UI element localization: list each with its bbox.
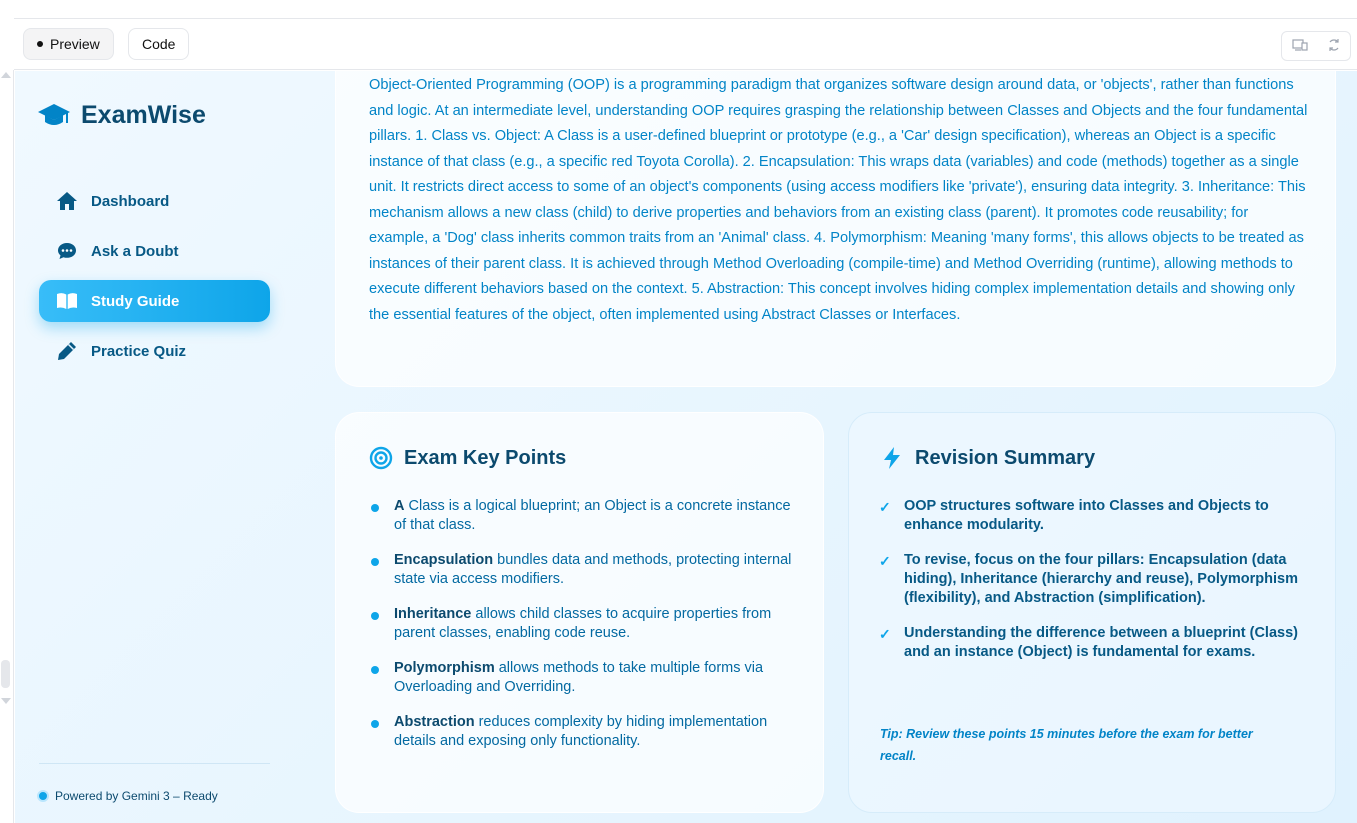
summary-text: To revise, focus on the four pillars: Encapsulation (data hiding), Inheritance (hierarchy and reuse), Polymorphism (flexibility), and Abstraction (simplification). [904, 552, 1298, 606]
brand [37, 101, 206, 130]
list-item [879, 551, 1299, 608]
home-icon [56, 191, 78, 211]
key-term: A [394, 498, 405, 514]
bullet-icon [371, 666, 379, 674]
book-open-icon [56, 291, 78, 311]
sidebar-divider [39, 763, 270, 764]
summary-text: Understanding the difference between a blueprint (Class) and an instance (Object) is fundamental for exams. [904, 625, 1298, 660]
scrollbar-thumb[interactable] [1, 660, 10, 688]
toolbar-icon-group [1281, 31, 1351, 61]
revision-tip: Tip: Review these points 15 minutes before the exam for better recall. [880, 727, 1253, 763]
preview-toolbar [14, 18, 1357, 70]
preview-tab-button[interactable] [23, 28, 114, 60]
bullet-icon [371, 720, 379, 728]
key-term: Abstraction [394, 714, 475, 730]
nav-item-study-guide[interactable] [39, 280, 270, 322]
bullet-icon [371, 612, 379, 620]
checkmark-icon: ✓ [879, 626, 891, 642]
active-dot-icon [37, 41, 43, 47]
key-term: Encapsulation [394, 552, 494, 568]
topic-overview-text: Object-Oriented Programming (OOP) is a programming paradigm that organizes software design around data, or 'objects', rather than functions and logic. At an intermediate level, understanding OOP requires grasping the relationship between Classes and Objects and the four fundamental pillars. 1. Class vs. Object: A Class is a user-defined blueprint or prototype (e.g., a 'Car' design specification), whereas an Object is a specific instance of that class (e.g., a specific red Toyota Corolla). 2. Encapsulation: This wraps data (variables) and code (methods) together as a single unit. It restricts direct access to some of an object's components (using access modifiers like 'private'), ensuring data integrity. 3. Inheritance: This mechanism allows a new class (child) to derive properties and behaviors from an existing class (parent). It promotes code reusability; for example, a 'Dog' class inherits common traits from an 'Animal' class. 4. Polymorphism: Meaning 'many forms', this allows objects to be treated as instances of their parent class. It is achieved through Method Overloading (compile-time) and Method Overriding (runtime), allowing methods to execute different behaviors based on the context. 5. Abstraction: This concept involves hiding complex implementation details and showing only the essential features of the object, often implemented using Abstract Classes or Interfaces. [369, 77, 1308, 323]
nav-item-ask-a-doubt[interactable] [39, 230, 270, 272]
list-item [369, 551, 799, 589]
target-icon [369, 446, 393, 470]
bullet-icon [371, 504, 379, 512]
refresh-icon[interactable] [1327, 38, 1341, 55]
key-points-title: Exam Key Points [404, 446, 567, 469]
list-item [879, 497, 1299, 535]
chat-bubble-icon [56, 241, 78, 261]
bullet-icon [371, 558, 379, 566]
sidebar [15, 71, 285, 823]
key-term: Polymorphism [394, 660, 495, 676]
summary-text: OOP structures software into Classes and Objects to enhance modularity. [904, 498, 1269, 533]
pen-icon [56, 341, 78, 361]
scroll-down-arrow-icon[interactable] [1, 698, 11, 704]
revision-summary-list [879, 497, 1299, 678]
key-point-text: allows methods to take multiple forms via Overloading and Overriding. [394, 660, 764, 695]
scroll-up-arrow-icon[interactable] [1, 72, 11, 78]
code-tab-button[interactable] [128, 28, 189, 60]
brand-name: ExamWise [81, 101, 206, 129]
key-point-text: Class is a logical blueprint; an Object is a concrete instance of that class. [394, 498, 791, 533]
nav-label-ask-a-doubt: Ask a Doubt [91, 242, 179, 260]
lightning-icon [880, 446, 904, 470]
nav-item-dashboard[interactable] [39, 180, 270, 222]
exam-key-points-card [335, 412, 824, 813]
key-points-header [369, 446, 566, 470]
status-text: Powered by Gemini 3 – Ready [55, 789, 218, 803]
list-item [369, 659, 799, 697]
key-point-text: bundles data and methods, protecting internal state via access modifiers. [394, 552, 792, 587]
key-term: Inheritance [394, 606, 472, 622]
nav-label-study-guide: Study Guide [91, 292, 180, 310]
list-item [369, 713, 799, 751]
checkmark-icon: ✓ [879, 553, 891, 569]
revision-summary-card [848, 412, 1336, 813]
examwise-app [15, 71, 1357, 823]
graduation-cap-icon [37, 102, 71, 130]
list-item [369, 605, 799, 643]
status-indicator [37, 789, 218, 803]
preview-tab-label: Preview [50, 36, 100, 52]
status-dot-icon [37, 790, 49, 802]
editor-frame-edge [0, 70, 14, 823]
nav-label-dashboard: Dashboard [91, 192, 170, 210]
revision-summary-header [880, 446, 1095, 470]
checkmark-icon: ✓ [879, 499, 891, 515]
code-tab-label: Code [142, 36, 176, 52]
key-point-text: reduces complexity by hiding implementation details and exposing only functionality. [394, 714, 768, 749]
list-item [879, 624, 1299, 662]
list-item [369, 497, 799, 535]
responsive-view-icon[interactable] [1292, 38, 1308, 55]
key-point-text: allows child classes to acquire properties from parent classes, enabling code reuse. [394, 606, 772, 641]
key-points-list [369, 497, 799, 767]
nav-label-practice-quiz: Practice Quiz [91, 342, 187, 360]
topic-overview-card [335, 71, 1336, 387]
revision-summary-title: Revision Summary [915, 446, 1096, 469]
nav-item-practice-quiz[interactable] [39, 330, 270, 372]
